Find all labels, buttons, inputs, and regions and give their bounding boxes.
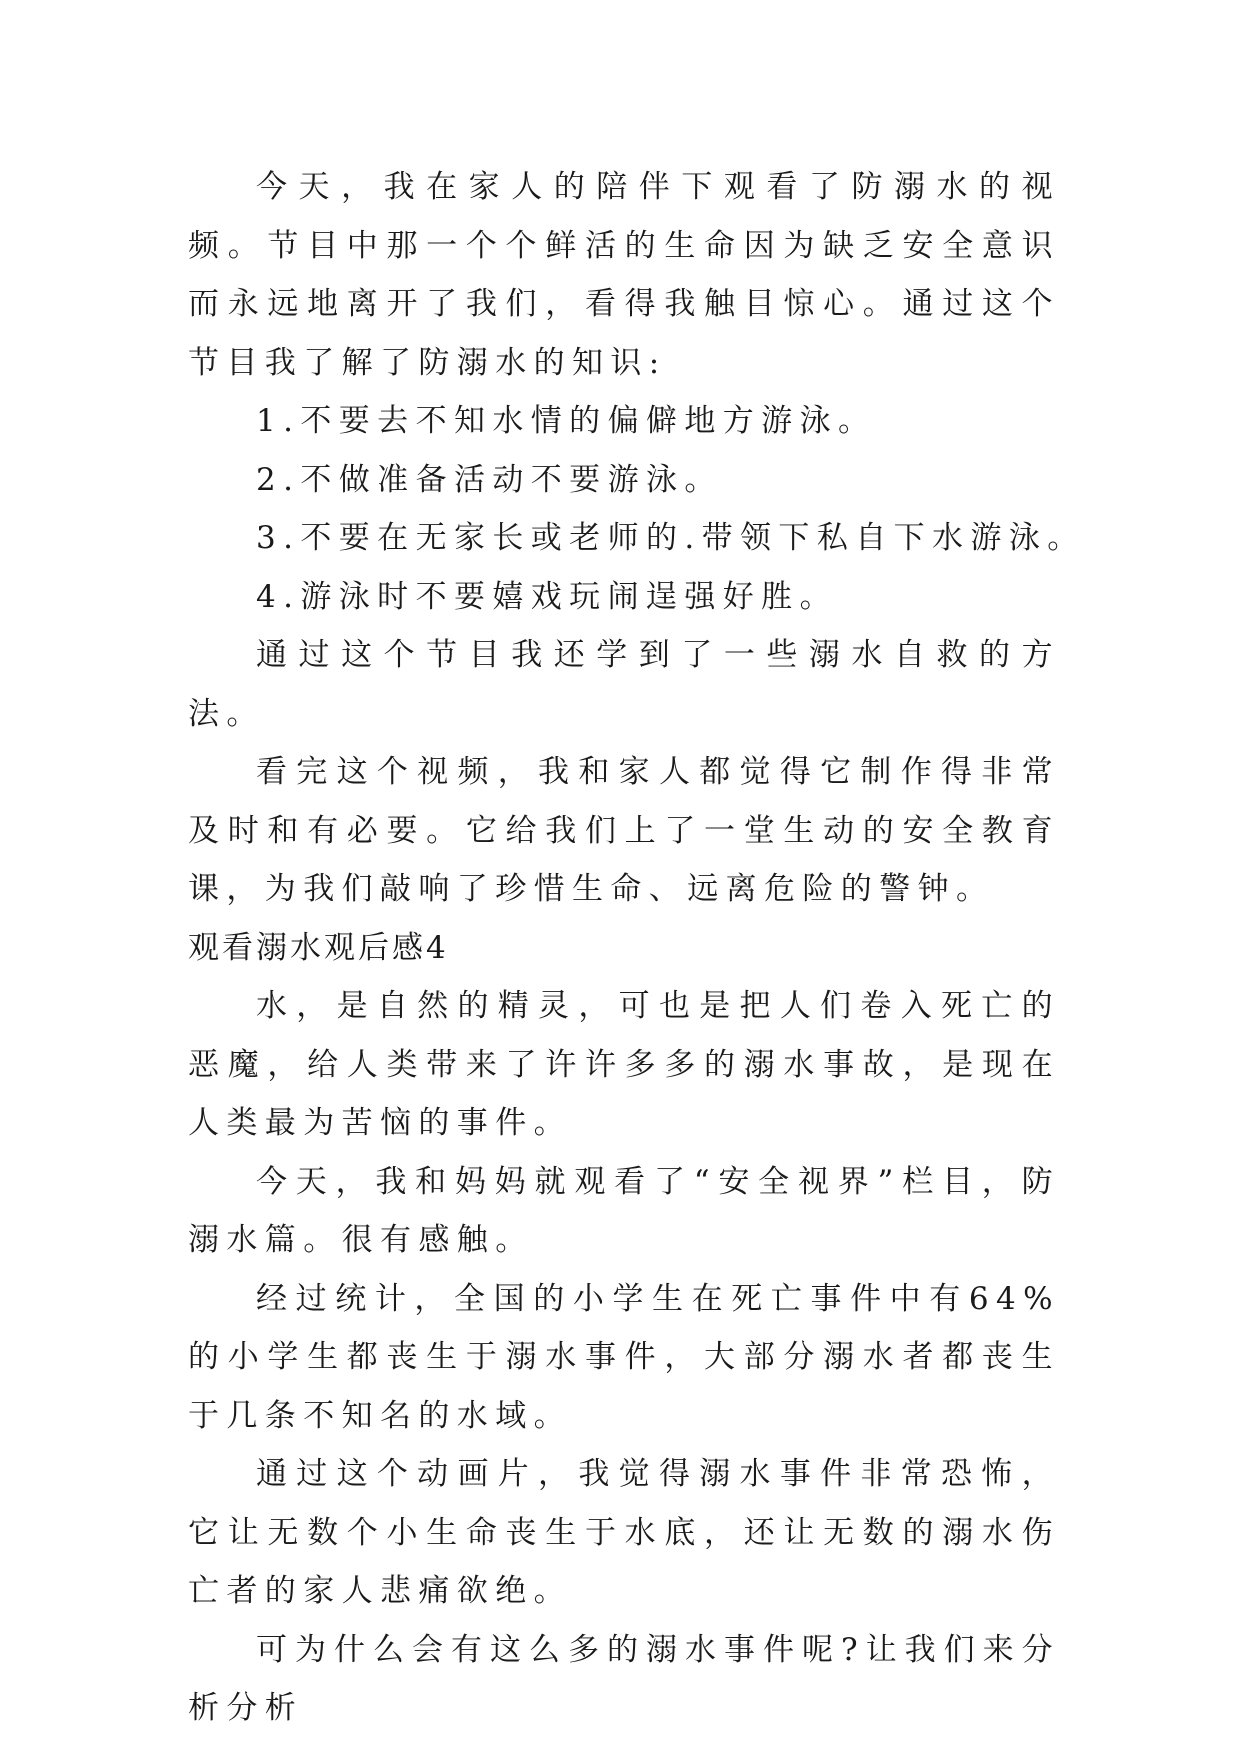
list-item-3: 3.不要在无家长或老师的.带领下私自下水游泳。	[256, 520, 1086, 556]
section-paragraph-5: 可为什么会有这么多的溺水事件呢?让我们来分析分析	[188, 1631, 1060, 1726]
section-paragraph-3: 经过统计，全国的小学生在死亡事件中有64%的小学生都丧生于溺水事件，大部分溺水者都丧生于几条不知名的水域。	[188, 1280, 1060, 1434]
section-paragraph-4: 通过这个动画片，我觉得溺水事件非常恐怖，它让无数个小生命丧生于水底，还让无数的溺水伤亡者的家人悲痛欲绝。	[188, 1456, 1060, 1609]
list-item-4: 4.游泳时不要嬉戏玩闹逞强好胜。	[256, 578, 838, 615]
section-heading: 观看溺水观后感4	[188, 929, 449, 966]
list-item-2: 2.不做准备活动不要游泳。	[256, 461, 723, 498]
document-body	[188, 158, 1086, 1738]
self-rescue-paragraph: 通过这个节目我还学到了一些溺水自救的方法。	[188, 637, 1060, 732]
intro-paragraph: 今天，我在家人的陪伴下观看了防溺水的视频。节目中那一个个鲜活的生命因为缺乏安全意识而永远地离开了我们，看得我触目惊心。通过这个节目我了解了防溺水的知识:	[188, 169, 1060, 381]
conclusion-paragraph: 看完这个视频，我和家人都觉得它制作得非常及时和有必要。它给我们上了一堂生动的安全教育课，为我们敲响了珍惜生命、远离危险的警钟。	[188, 754, 1060, 907]
section-paragraph-2: 今天，我和妈妈就观看了“安全视界”栏目，防溺水篇。很有感触。	[188, 1163, 1060, 1258]
list-item-1: 1.不要去不知水情的偏僻地方游泳。	[256, 403, 877, 439]
section-paragraph-1: 水，是自然的精灵，可也是把人们卷入死亡的恶魔，给人类带来了许许多多的溺水事故，是现在人类最为苦恼的事件。	[188, 988, 1060, 1141]
